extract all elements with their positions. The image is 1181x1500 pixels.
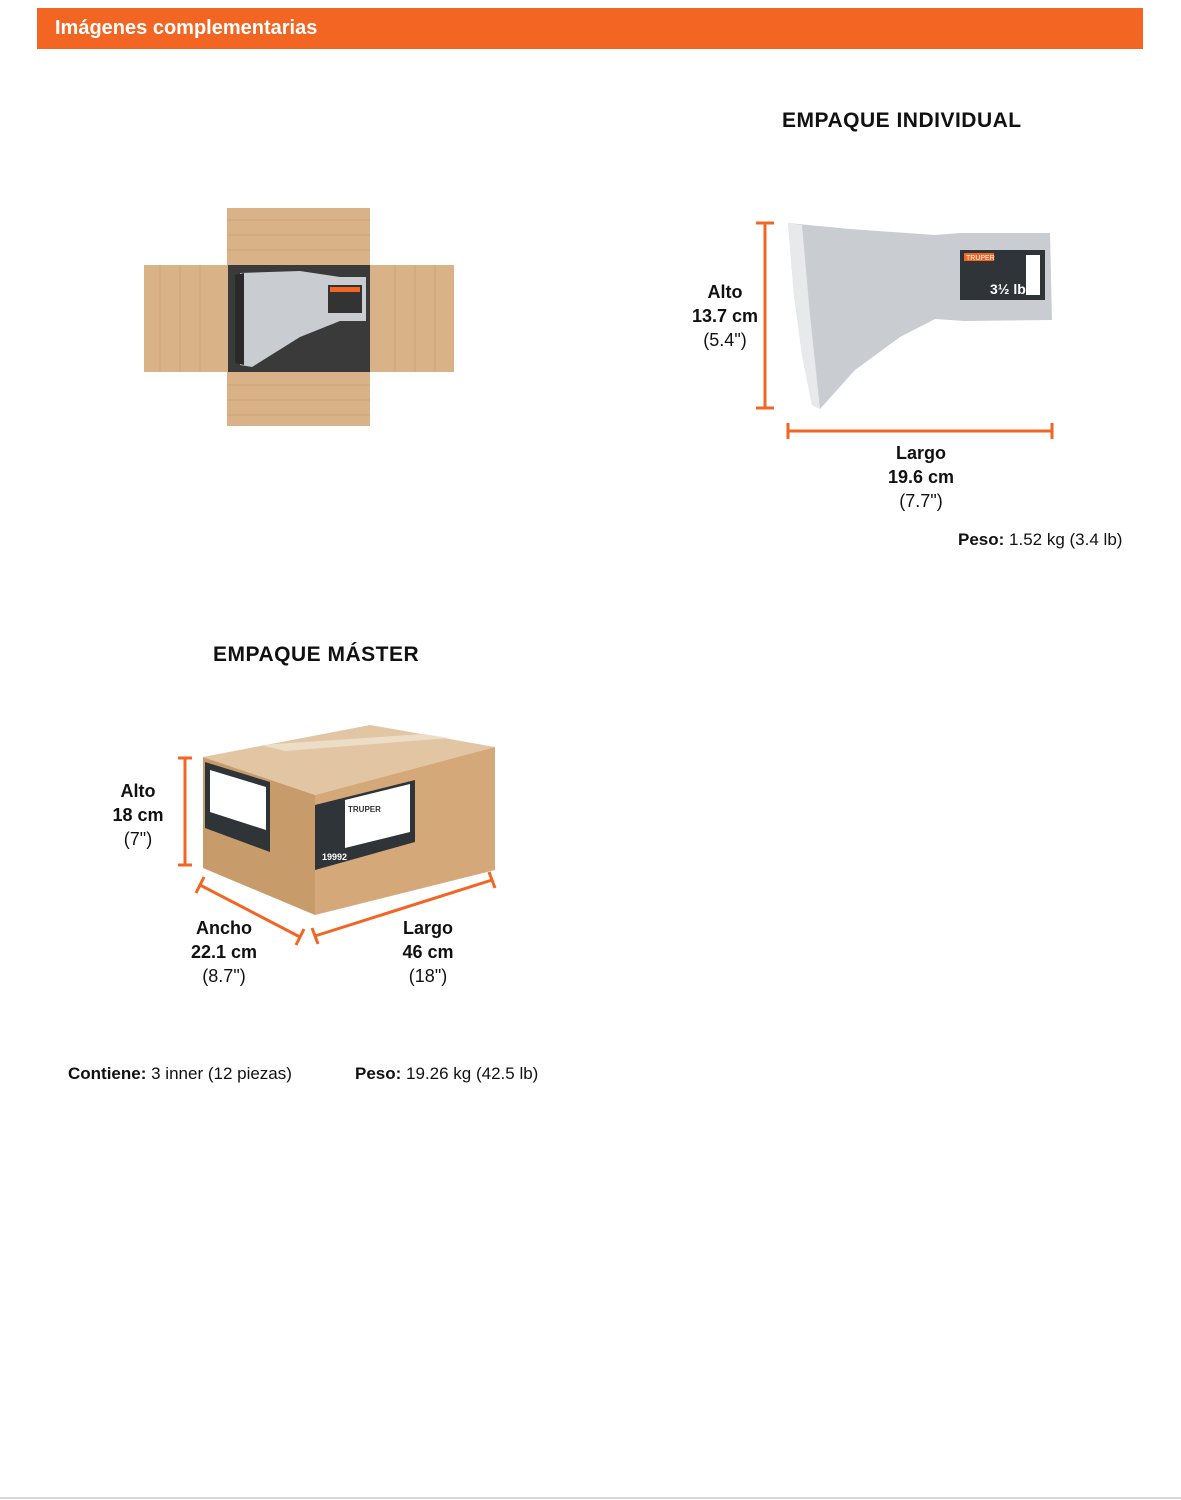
master-largo-label: Largo xyxy=(402,918,453,938)
master-contiene xyxy=(68,1064,292,1084)
master-largo xyxy=(390,916,466,988)
individual-title: EMPAQUE INDIVIDUAL xyxy=(782,109,1022,132)
individual-largo xyxy=(875,441,967,513)
master-peso xyxy=(355,1064,538,1084)
master-ancho-metric: 22.1 cm xyxy=(190,942,258,962)
individual-alto xyxy=(685,280,765,352)
master-alto xyxy=(105,779,171,851)
master-alto-imperial: (7") xyxy=(123,829,153,849)
individual-peso xyxy=(958,530,1122,550)
bottom-divider xyxy=(0,1497,1181,1499)
master-box-code: 19992 xyxy=(322,852,348,862)
master-largo-metric: 46 cm xyxy=(402,942,454,962)
axe-size-label: 3½ lb xyxy=(990,281,1026,297)
axe-head-image xyxy=(750,215,1070,440)
individual-alto-metric: 13.7 cm xyxy=(691,306,759,326)
section-header xyxy=(37,8,1143,49)
master-contiene-value: 3 inner (12 piezas) xyxy=(151,1064,292,1083)
master-title: EMPAQUE MÁSTER xyxy=(213,643,420,666)
master-contiene-label: Contiene: xyxy=(68,1064,147,1083)
individual-peso-label: Peso: xyxy=(958,530,1005,549)
individual-alto-label: Alto xyxy=(707,282,743,302)
master-ancho-imperial: (8.7") xyxy=(202,966,246,986)
master-box-brand: TRUPER xyxy=(348,805,381,814)
master-alto-label: Alto xyxy=(120,781,156,801)
master-ancho xyxy=(180,916,268,988)
master-peso-value: 19.26 kg (42.5 lb) xyxy=(406,1064,539,1083)
master-alto-metric: 18 cm xyxy=(112,805,164,825)
axe-brand-label: TRUPER xyxy=(966,255,995,262)
section-title: Imágenes complementarias xyxy=(55,17,318,39)
master-peso-label: Peso: xyxy=(355,1064,402,1083)
master-ancho-label: Ancho xyxy=(196,918,252,938)
open-box-image xyxy=(140,205,460,430)
individual-largo-imperial: (7.7") xyxy=(899,491,943,511)
individual-largo-label: Largo xyxy=(895,443,946,463)
individual-alto-imperial: (5.4") xyxy=(703,330,747,350)
master-largo-imperial: (18") xyxy=(408,966,448,986)
individual-largo-metric: 19.6 cm xyxy=(887,467,955,487)
individual-peso-value: 1.52 kg (3.4 lb) xyxy=(1009,530,1123,549)
